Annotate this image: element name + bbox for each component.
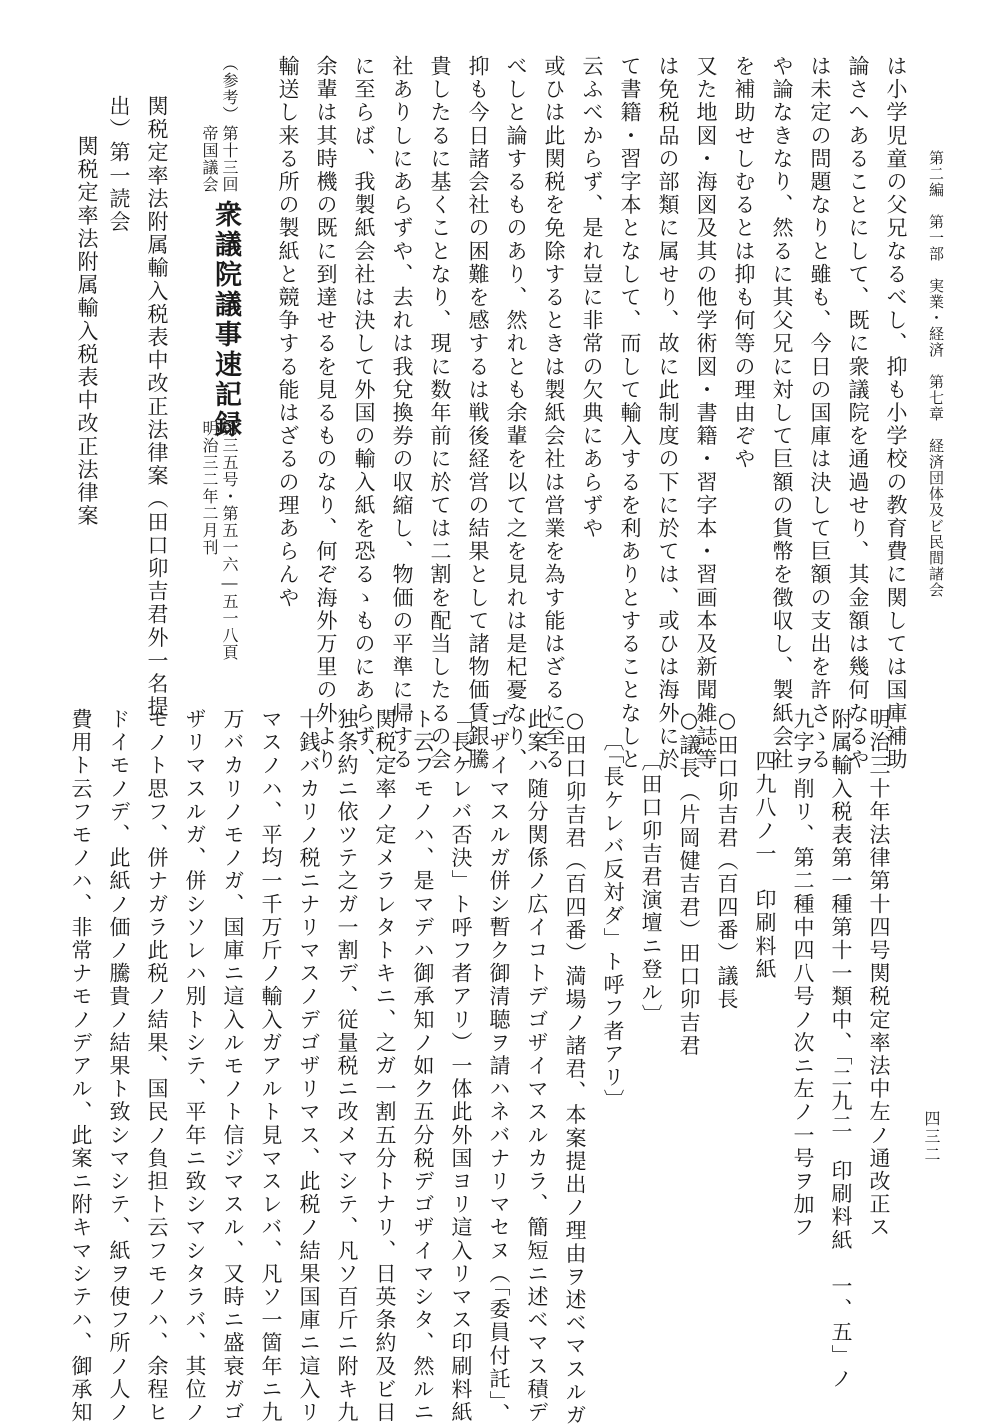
body-line: ○田口卯吉君（百四番）議長: [715, 708, 739, 1012]
reference-issue: 第三五号・第五一六―五一八頁: [220, 420, 239, 661]
body-line: 独条約ニ依ツテ之ガ一割デ、従量税ニ改メマシテ、凡ソ百斤ニ附キ九: [335, 708, 359, 1425]
body-line: 十銭バカリノ税ニナリマスノデゴザリマス、此税ノ結果国庫ニ這入リ: [297, 708, 321, 1425]
bill-line: 出）第一読会: [107, 95, 131, 234]
body-line: 社ありしにあらずや、去れは我兌換券の収縮し、物価の平準に帰する: [390, 55, 414, 772]
body-line: ト云フモノハ、是マデハ御承知ノ如ク五分税デゴザイマシタ、然ルニ: [411, 708, 435, 1425]
body-line: 此案ハ随分関係ノ広イコトデゴザイマスルカラ、簡短ニ述ベマス積デ: [525, 708, 549, 1425]
body-line: は小学児童の父兄なるべし、抑も小学校の教育費に関しては国庫補助: [884, 55, 908, 772]
body-line: 〔「長ケレバ反対ダ」ト呼フ者アリ〕: [601, 730, 625, 1113]
body-line: を補助せしむるとは抑も何等の理由ぞや: [732, 55, 756, 471]
reference-title: 衆議院議事速記録: [210, 200, 241, 440]
body-line: は未定の問題なりと雖も、今日の国庫は決して巨額の支出を許さゝる: [808, 55, 832, 772]
reference-date: 明治三二年二月刊: [200, 420, 219, 556]
body-line: 明治三十年法律第十四号関税定率法中左ノ通改正ス: [867, 708, 891, 1240]
body-line: マスノハ、平均一千万斤ノ輸入ガアルト見マスレバ、凡ソ一箇年ニ九: [259, 708, 283, 1425]
body-line: 附属輸入税表第一種第十一類中、「二九二 印刷料紙 一、五」ノ: [829, 708, 853, 1391]
body-line: 輸送し来る所の製紙と競争する能はざるの理あらんや: [276, 55, 300, 610]
body-line: 又た地図・海図及其の他学術図・書籍・習字本・習画本及新聞雑誌等: [694, 55, 718, 772]
body-line: は免税品の部類に属せり、故に此制度の下に於ては、或ひは海外に於: [656, 55, 680, 772]
reference-label: （参考）: [220, 55, 239, 123]
body-line: に至らば、我製紙会社は決して外国の輸入紙を恐るゝものにあらず、: [352, 55, 376, 772]
body-line: 費用ト云フモノハ、非常ナモノデアル、此案ニ附キマシテハ、御承知: [69, 708, 93, 1425]
body-line: ゴザイマスルガ併シ暫ク御清聴ヲ請ハネバナリマセヌ（「委員付託」、: [487, 708, 511, 1427]
reference-session-line2: 帝国議会: [200, 125, 219, 193]
bill-line: 関税定率法附属輸入税表中改正法律案（田口卯吉君外一名提: [145, 95, 169, 719]
body-line: 関税定率ノ定メラレタトキニ、之ガ一割五分トナリ、日英条約及ビ日: [373, 708, 397, 1425]
body-line: ○議長（片岡健吉君）田口卯吉君: [677, 708, 701, 1058]
body-line: 〔田口卯吉君演壇ニ登ル〕: [639, 750, 663, 1028]
body-line: 抑も今日諸会社の困難を感するは戦後経営の結果として諸物価賃銀騰: [466, 55, 490, 772]
body-line: ○田口卯吉君（百四番）満場ノ諸君、本案提出ノ理由ヲ述ベマスルガ: [563, 708, 587, 1427]
body-line: ザリマスルガ、併シソレハ別トシテ、平年ニ致シマシタラバ、其位ノ: [183, 708, 207, 1425]
bill-heading: 関税定率法附属輸入税表中改正法律案: [75, 135, 99, 528]
reference-session-line1: 第十三回: [220, 125, 239, 193]
body-line: 或ひは此関税を免除するときは製紙会社は営業を為す能はざるに至る: [542, 55, 566, 772]
body-line: や論なきなり、然るに其父兄に対して巨額の貨幣を徴収し、製紙会社: [770, 55, 794, 772]
body-line: 万バカリノモノガ、国庫ニ這入ルモノト信ジマスル、又時ニ盛衰ガゴ: [221, 708, 245, 1425]
running-header: 第二編 第一部 実業・経済 第七章 経済団体及ビ民間諸会: [927, 150, 945, 598]
page-number: 四三二: [922, 1110, 941, 1164]
body-line: 余輩は其時機の既に到達せるを見るものなり、何ぞ海外万里の外より: [314, 55, 338, 772]
body-line: て書籍・習字本となして、而して輸入するを利ありとすることなしと: [618, 55, 642, 772]
body-line: ドイモノデ、此紙ノ価ノ騰貴ノ結果ト致シマシテ、紙ヲ使フ所ノ人ノ: [107, 708, 131, 1425]
body-line: 云ふべからず、是れ豈に非常の欠典にあらずや: [580, 55, 604, 541]
body-line: モノト思フ、併ナガラ此税ノ結果、国民ノ負担ト云フモノハ、余程ヒ: [145, 708, 169, 1425]
body-line: 論さへあることにして、既に衆議院を通過せり、其金額は幾何なるや: [846, 55, 870, 772]
body-line: 「長ケレバ否決」ト呼フ者アリ）一体此外国ヨリ這入リマス印刷料紙: [449, 708, 473, 1425]
body-line: 四九八ノ一 印刷料紙: [753, 750, 777, 981]
body-line: 九字ヲ削リ、第二種中四八号ノ次ニ左ノ一号ヲ加フ: [791, 708, 815, 1240]
body-line: べしと論するものあり、然れとも余輩を以て之を見れは是杞憂なり、: [504, 55, 528, 772]
body-line: 貴したるに基くことなり、現に数年前に於ては二割を配当したるの会: [428, 55, 452, 772]
